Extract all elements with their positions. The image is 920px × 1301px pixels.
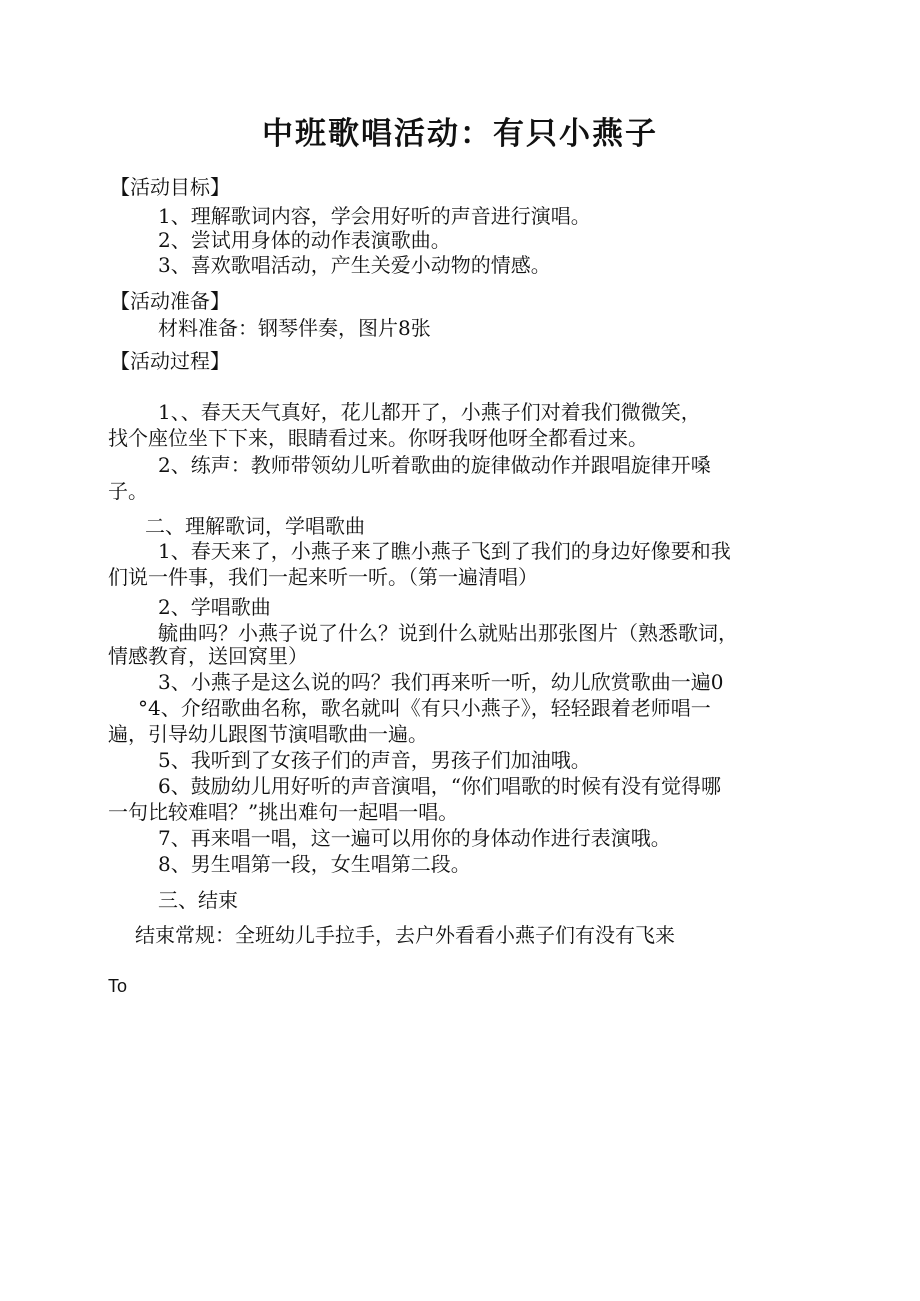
body-line: 5、我听到了女孩子们的声音，男孩子们加油哦。 (158, 748, 591, 772)
body-line: 7、再来唱一唱，这一遍可以用你的身体动作进行表演哦。 (158, 826, 671, 850)
document-title: 中班歌唱活动：有只小燕子 (262, 116, 658, 152)
body-line: 找个座位坐下下来，眼睛看过来。你呀我呀他呀全都看过来。 (108, 426, 648, 450)
body-line: 子。 (108, 479, 148, 503)
body-line: 8、男生唱第一段，女生唱第二段。 (158, 852, 471, 876)
prep-text: 材料准备：钢琴伴奏，图片8张 (158, 316, 431, 340)
body-line: 3、小燕子是这么说的吗？我们再来听一听，幼儿欣赏歌曲一遍0 (158, 670, 724, 694)
body-line: 1、春天来了，小燕子来了瞧小燕子飞到了我们的身边好像要和我 (158, 539, 731, 563)
body-line: 6、鼓励幼儿用好听的声音演唱，“你们唱歌的时候有没有觉得哪 (158, 774, 721, 798)
section-heading: 三、结束 (158, 888, 238, 912)
body-line: 情感教育，送回窝里） (108, 644, 308, 668)
goal-item: 3、喜欢歌唱活动，产生关爱小动物的情感。 (158, 253, 551, 277)
body-line: 结束常规：全班幼儿手拉手，去户外看看小燕子们有没有飞来 (135, 923, 675, 947)
body-line: 毓曲吗？小燕子说了什么？说到什么就贴出那张图片（熟悉歌词， (158, 621, 738, 645)
goal-item: 2、尝试用身体的动作表演歌曲。 (158, 228, 451, 252)
body-line: 遍，引导幼儿跟图节演唱歌曲一遍。 (108, 722, 428, 746)
body-line: °4、介绍歌曲名称，歌名就叫《有只小燕子》，轻轻跟着老师唱一 (138, 696, 711, 720)
goals-heading: 【活动目标】 (110, 175, 230, 199)
section-heading: 二、理解歌词，学唱歌曲 (145, 514, 365, 538)
body-line: 们说一件事，我们一起来听一听。（第一遍清唱） (108, 565, 538, 589)
process-heading: 【活动过程】 (110, 349, 230, 373)
prep-heading: 【活动准备】 (110, 289, 230, 313)
body-line: 2、练声：教师带领幼儿听着歌曲的旋律做动作并跟唱旋律开嗓 (158, 453, 711, 477)
body-line: 2、学唱歌曲 (158, 595, 271, 619)
goal-item: 1、理解歌词内容，学会用好听的声音进行演唱。 (158, 204, 591, 228)
body-line: 1、、春天天气真好，花儿都开了，小燕子们对着我们微微笑， (158, 400, 701, 424)
footer-text: To (108, 976, 128, 996)
body-line: 一句比较难唱？”挑出难句一起唱一唱。 (108, 800, 459, 824)
